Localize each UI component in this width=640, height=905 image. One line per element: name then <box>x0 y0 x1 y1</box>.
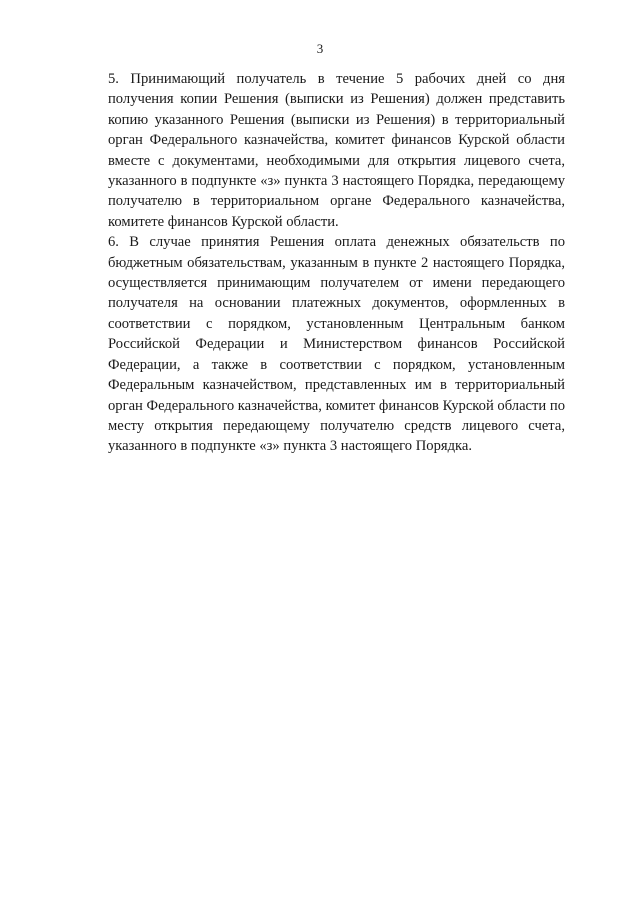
paragraph-line: месту открытия передающему получателю средств лицевого счета, <box>108 417 565 434</box>
paragraph-line: орган Федерального казначейства, комитет финансов Курской области <box>108 132 565 149</box>
page-number: 3 <box>316 41 324 56</box>
paragraph-line: указанного в подпункте «з» пункта 3 настоящего Порядка. <box>108 438 473 455</box>
paragraph-line: получения копии Решения (выписки из Решения) должен представить <box>108 91 565 108</box>
paragraph-line: Российской Федерации и Министерством финансов Российской <box>108 336 565 353</box>
paragraph-line: Федеральным казначейством, представленных им в территориальный <box>108 377 565 394</box>
paragraph-line: Федерации, а также в соответствии с порядком, установленным <box>108 356 565 373</box>
paragraph-line: получателю в территориальном органе Федерального казначейства, <box>108 193 565 210</box>
paragraph-line: орган Федерального казначейства, комитет финансов Курской области по <box>108 397 565 414</box>
paragraph-line: указанного в подпункте «з» пункта 3 настоящего Порядка, передающему <box>108 173 565 190</box>
paragraph-line: 5. Принимающий получатель в течение 5 рабочих дней со дня <box>108 71 565 87</box>
document-body <box>75 69 565 457</box>
paragraph-line: получателя на основании платежных документов, оформленных в <box>108 295 565 312</box>
paragraph-5 <box>75 69 565 232</box>
paragraph-line: копию указанного Решения (выписки из Решения) в территориальный <box>108 111 565 128</box>
paragraph-line: 6. В случае принятия Решения оплата денежных обязательств по <box>108 234 565 251</box>
paragraph-6 <box>75 232 565 456</box>
paragraph-line: комитете финансов Курской области. <box>108 213 339 230</box>
paragraph-line: соответствии с порядком, установленным Центральным банком <box>108 315 565 332</box>
paragraph-line: осуществляется принимающим получателем от имени передающего <box>108 275 565 292</box>
paragraph-line: бюджетным обязательствам, указанным в пункте 2 настоящего Порядка, <box>108 254 565 271</box>
paragraph-line: вместе с документами, необходимыми для открытия лицевого счета, <box>108 152 565 169</box>
